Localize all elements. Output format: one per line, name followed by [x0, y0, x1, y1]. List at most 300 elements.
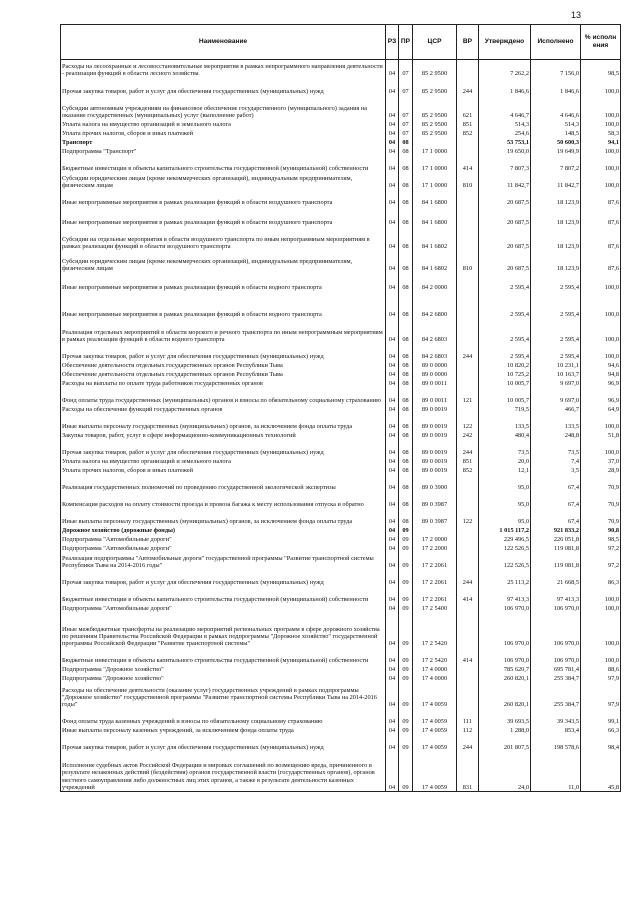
row-vr-cell — [457, 292, 479, 319]
table-row — [61, 388, 621, 405]
table-body — [61, 60, 621, 792]
row-executed-cell: 2 595,4 — [531, 273, 581, 292]
row-percent-cell: 97,2 — [581, 544, 621, 553]
row-name-cell: Бюджетные инвестиции в объекты капитального строительства государственной (муниципальной) собственности — [61, 587, 386, 604]
row-vr-cell — [457, 60, 479, 78]
row-csr-cell: 84 2 6800 — [413, 292, 457, 319]
table-row — [61, 553, 621, 570]
row-pr-cell: 09 — [399, 726, 413, 735]
row-vr-cell — [457, 379, 479, 388]
row-executed-cell: 18 123,9 — [531, 251, 581, 273]
row-vr-cell — [457, 665, 479, 674]
row-csr-cell: 17 1 0000 — [413, 173, 457, 190]
row-vr-cell — [457, 138, 479, 147]
row-name-cell: Реализация государственных полномочий по проведению государственной экологической экспертизы — [61, 475, 386, 492]
row-percent-cell: 37,0 — [581, 457, 621, 466]
budget-execution-table — [60, 24, 621, 792]
row-approved-cell: 201 807,5 — [479, 735, 531, 752]
row-percent-cell: 70,9 — [581, 509, 621, 526]
table-row — [61, 156, 621, 173]
row-vr-cell — [457, 273, 479, 292]
row-executed-cell: 2 595,4 — [531, 292, 581, 319]
row-vr-cell: 244 — [457, 440, 479, 457]
row-rz-cell: 04 — [386, 726, 399, 735]
row-executed-cell: 2 595,4 — [531, 344, 581, 361]
row-pr-cell: 08 — [399, 173, 413, 190]
table-row — [61, 227, 621, 251]
row-percent-cell: 100,0 — [581, 414, 621, 431]
row-csr-cell: 89 0 0000 — [413, 370, 457, 379]
row-executed-cell: 3,5 — [531, 466, 581, 475]
table-row — [61, 370, 621, 379]
row-name-cell: Подпрограмма "Автомобильные дороги" — [61, 604, 386, 613]
row-percent-cell: 100,0 — [581, 587, 621, 604]
row-percent-cell: 87,6 — [581, 251, 621, 273]
row-rz-cell: 04 — [386, 553, 399, 570]
row-name-cell: Расходы на обеспечение деятельности (оказание услуг) государственных учреждений в рамках подпрограммы "Дорожное хозяйство" государственной программы "Развитие транспортной системы Республики Тыва на 2014-2016 годы" — [61, 683, 386, 709]
row-vr-cell — [457, 405, 479, 414]
row-percent-cell: 100,0 — [581, 344, 621, 361]
row-rz-cell: 04 — [386, 509, 399, 526]
row-csr-cell: 89 0 0019 — [413, 440, 457, 457]
row-pr-cell: 09 — [399, 553, 413, 570]
row-csr-cell: 84 1 6802 — [413, 227, 457, 251]
row-csr-cell: 89 0 3987 — [413, 492, 457, 509]
row-csr-cell: 17 4 0059 — [413, 683, 457, 709]
row-csr-cell: 17 4 0059 — [413, 709, 457, 726]
row-csr-cell: 84 1 6800 — [413, 190, 457, 207]
row-csr-cell: 89 0 3900 — [413, 475, 457, 492]
row-csr-cell: 89 0 0019 — [413, 431, 457, 440]
row-approved-cell: 11 842,7 — [479, 173, 531, 190]
row-rz-cell: 04 — [386, 440, 399, 457]
row-percent-cell: 70,9 — [581, 475, 621, 492]
row-executed-cell: 2 595,4 — [531, 319, 581, 344]
row-rz-cell: 04 — [386, 138, 399, 147]
row-name-cell: Реализация отдельных мероприятий в области морского и речного транспорта по иным непрограммным мероприятиям в рамках реализации функций в области водного транспорта — [61, 319, 386, 344]
row-executed-cell: 255 384,7 — [531, 683, 581, 709]
row-executed-cell: 21 668,5 — [531, 570, 581, 587]
row-name-cell: Иные выплаты персоналу казенных учреждений, за исключением фонда оплаты труда — [61, 726, 386, 735]
row-csr-cell: 84 1 6800 — [413, 207, 457, 227]
row-pr-cell: 08 — [399, 440, 413, 457]
header-approved: Утверждено — [479, 25, 531, 60]
row-csr-cell: 17 2 2000 — [413, 544, 457, 553]
row-vr-cell: 414 — [457, 648, 479, 665]
row-executed-cell: 7 807,2 — [531, 156, 581, 173]
row-approved-cell: 97 413,3 — [479, 587, 531, 604]
row-rz-cell: 04 — [386, 120, 399, 129]
row-pr-cell: 08 — [399, 370, 413, 379]
row-approved-cell: 2 595,4 — [479, 344, 531, 361]
row-csr-cell: 17 4 0000 — [413, 665, 457, 674]
row-approved-cell: 25 113,2 — [479, 570, 531, 587]
header-executed: Исполнено — [531, 25, 581, 60]
row-executed-cell: 39 343,5 — [531, 709, 581, 726]
row-csr-cell: 17 2 2061 — [413, 587, 457, 604]
row-rz-cell: 04 — [386, 674, 399, 683]
row-vr-cell — [457, 207, 479, 227]
row-percent-cell: 45,8 — [581, 752, 621, 792]
row-approved-cell: 1 288,0 — [479, 726, 531, 735]
table-row — [61, 526, 621, 535]
row-name-cell: Исполнение судебных актов Российской Федерации и мировых соглашений по возмещению вреда, причиненного в результате незаконных действий (бездействия) органов государственной власти (государственных органов), органов местного самоуправления либо должностных лиц этих органов, а также в результате деятельности казенных учреждений — [61, 752, 386, 792]
table-row — [61, 570, 621, 587]
row-executed-cell: 119 081,8 — [531, 544, 581, 553]
row-rz-cell: 04 — [386, 735, 399, 752]
row-percent-cell: 100,0 — [581, 78, 621, 96]
row-rz-cell: 04 — [386, 431, 399, 440]
row-rz-cell: 04 — [386, 405, 399, 414]
row-percent-cell: 94,6 — [581, 361, 621, 370]
row-rz-cell: 04 — [386, 604, 399, 613]
row-csr-cell: 89 0 3987 — [413, 509, 457, 526]
header-percent: % исполн ения — [581, 25, 621, 60]
header-csr: ЦСР — [413, 25, 457, 60]
row-executed-cell: 7,4 — [531, 457, 581, 466]
row-pr-cell: 08 — [399, 457, 413, 466]
row-rz-cell: 04 — [386, 613, 399, 648]
row-pr-cell: 08 — [399, 207, 413, 227]
row-pr-cell: 09 — [399, 674, 413, 683]
row-rz-cell: 04 — [386, 173, 399, 190]
row-pr-cell: 09 — [399, 526, 413, 535]
row-executed-cell: 466,7 — [531, 405, 581, 414]
row-executed-cell: 226 051,8 — [531, 535, 581, 544]
row-csr-cell: 17 4 0000 — [413, 674, 457, 683]
row-vr-cell — [457, 190, 479, 207]
row-pr-cell: 08 — [399, 292, 413, 319]
row-name-cell: Фонд оплаты труда государственных (муниципальных) органов и взносы по обязательному социальному страхованию — [61, 388, 386, 405]
row-name-cell: Подпрограмма "Дорожное хозяйство" — [61, 665, 386, 674]
row-percent-cell: 88,6 — [581, 665, 621, 674]
row-vr-cell — [457, 553, 479, 570]
table-row — [61, 674, 621, 683]
row-rz-cell: 04 — [386, 251, 399, 273]
row-vr-cell: 244 — [457, 344, 479, 361]
row-percent-cell: 64,9 — [581, 405, 621, 414]
row-name-cell: Иные непрограммные мероприятия в рамках реализации функций в области воздушного транспорта — [61, 207, 386, 227]
row-approved-cell: 19 650,0 — [479, 147, 531, 156]
row-name-cell: Прочая закупка товаров, работ и услуг для обеспечения государственных (муниципальных) нужд — [61, 344, 386, 361]
row-approved-cell: 122 526,5 — [479, 553, 531, 570]
row-percent-cell: 100,0 — [581, 156, 621, 173]
row-percent-cell: 100,0 — [581, 319, 621, 344]
row-name-cell: Расходы на выплаты по оплате труда работников государственных органов — [61, 379, 386, 388]
row-approved-cell: 95,0 — [479, 509, 531, 526]
row-approved-cell: 20,0 — [479, 457, 531, 466]
table-row — [61, 544, 621, 553]
row-csr-cell: 89 0 0011 — [413, 379, 457, 388]
row-executed-cell: 514,3 — [531, 120, 581, 129]
table-row — [61, 273, 621, 292]
row-pr-cell: 09 — [399, 604, 413, 613]
table-row — [61, 440, 621, 457]
table-row — [61, 475, 621, 492]
row-vr-cell: 122 — [457, 414, 479, 431]
row-pr-cell: 09 — [399, 648, 413, 665]
row-csr-cell: 17 4 0059 — [413, 726, 457, 735]
table-row — [61, 535, 621, 544]
row-rz-cell: 04 — [386, 752, 399, 792]
row-executed-cell: 198 578,6 — [531, 735, 581, 752]
row-executed-cell: 255 384,7 — [531, 674, 581, 683]
row-csr-cell: 17 1 0000 — [413, 156, 457, 173]
table-row — [61, 96, 621, 120]
row-name-cell: Иные непрограммные мероприятия в рамках реализации функций в области водного транспорта — [61, 292, 386, 319]
row-pr-cell: 08 — [399, 319, 413, 344]
row-csr-cell: 17 2 2061 — [413, 553, 457, 570]
row-approved-cell: 1 015 117,2 — [479, 526, 531, 535]
row-approved-cell: 106 970,0 — [479, 613, 531, 648]
header-vr: ВР — [457, 25, 479, 60]
row-vr-cell: 414 — [457, 587, 479, 604]
row-vr-cell: 244 — [457, 570, 479, 587]
row-pr-cell: 08 — [399, 156, 413, 173]
row-percent-cell: 97,2 — [581, 553, 621, 570]
row-approved-cell: 7 262,2 — [479, 60, 531, 78]
row-executed-cell: 18 123,9 — [531, 190, 581, 207]
row-percent-cell: 100,0 — [581, 292, 621, 319]
row-percent-cell: 28,9 — [581, 466, 621, 475]
row-name-cell: Подпрограмма "Автомобильные дороги" — [61, 544, 386, 553]
row-name-cell: Закупка товаров, работ, услуг в сфере информационно-коммуникационных технологий — [61, 431, 386, 440]
row-rz-cell: 04 — [386, 379, 399, 388]
row-executed-cell: 11 842,7 — [531, 173, 581, 190]
row-rz-cell: 04 — [386, 665, 399, 674]
row-percent-cell: 98,5 — [581, 60, 621, 78]
row-vr-cell: 112 — [457, 726, 479, 735]
row-executed-cell: 73,5 — [531, 440, 581, 457]
row-name-cell: Обеспечение деятельности отдельных государственных органов Республики Тыва — [61, 370, 386, 379]
table-row — [61, 138, 621, 147]
row-csr-cell: 89 0 0000 — [413, 361, 457, 370]
row-vr-cell — [457, 147, 479, 156]
row-csr-cell: 89 0 0019 — [413, 405, 457, 414]
row-percent-cell: 100,0 — [581, 173, 621, 190]
row-pr-cell: 09 — [399, 535, 413, 544]
row-pr-cell: 09 — [399, 683, 413, 709]
row-approved-cell: 73,5 — [479, 440, 531, 457]
row-pr-cell: 08 — [399, 361, 413, 370]
row-pr-cell: 08 — [399, 475, 413, 492]
row-executed-cell: 921 833,2 — [531, 526, 581, 535]
row-name-cell: Уплата налога на имущество организаций и земельного налога — [61, 457, 386, 466]
row-csr-cell: 17 2 0000 — [413, 535, 457, 544]
row-rz-cell: 04 — [386, 526, 399, 535]
row-percent-cell: 97,9 — [581, 683, 621, 709]
table-row — [61, 207, 621, 227]
row-approved-cell: 95,0 — [479, 492, 531, 509]
page-number: 13 — [571, 10, 582, 20]
row-rz-cell: 04 — [386, 648, 399, 665]
row-executed-cell: 1 846,6 — [531, 78, 581, 96]
row-executed-cell: 106 970,0 — [531, 648, 581, 665]
header-rz: РЗ — [386, 25, 399, 60]
row-vr-cell — [457, 526, 479, 535]
row-approved-cell: 39 693,5 — [479, 709, 531, 726]
row-approved-cell: 2 595,4 — [479, 319, 531, 344]
table-row — [61, 173, 621, 190]
row-executed-cell: 67,4 — [531, 475, 581, 492]
row-percent-cell: 97,9 — [581, 674, 621, 683]
row-pr-cell: 09 — [399, 587, 413, 604]
table-row — [61, 120, 621, 129]
row-vr-cell: 852 — [457, 466, 479, 475]
row-vr-cell: 244 — [457, 735, 479, 752]
row-pr-cell: 08 — [399, 147, 413, 156]
row-approved-cell: 229 496,5 — [479, 535, 531, 544]
row-pr-cell: 07 — [399, 120, 413, 129]
row-name-cell: Иные выплаты персоналу государственных (муниципальных) органов, за исключением фонда оплаты труда — [61, 414, 386, 431]
row-rz-cell: 04 — [386, 190, 399, 207]
row-vr-cell: 414 — [457, 156, 479, 173]
row-percent-cell: 100,0 — [581, 96, 621, 120]
table-row — [61, 683, 621, 709]
row-approved-cell: 4 646,7 — [479, 96, 531, 120]
row-approved-cell: 133,5 — [479, 414, 531, 431]
row-csr-cell — [413, 526, 457, 535]
row-executed-cell: 9 697,0 — [531, 388, 581, 405]
row-percent-cell: 96,9 — [581, 388, 621, 405]
table-header-row — [61, 25, 621, 60]
row-vr-cell: 621 — [457, 96, 479, 120]
row-rz-cell: 04 — [386, 414, 399, 431]
table-row — [61, 752, 621, 792]
row-csr-cell: 85 2 9500 — [413, 60, 457, 78]
row-vr-cell — [457, 544, 479, 553]
table-row — [61, 147, 621, 156]
row-executed-cell: 106 970,0 — [531, 604, 581, 613]
row-rz-cell: 04 — [386, 587, 399, 604]
row-executed-cell: 133,5 — [531, 414, 581, 431]
row-csr-cell: 89 0 0019 — [413, 457, 457, 466]
row-rz-cell: 04 — [386, 129, 399, 138]
row-name-cell: Подпрограмма "Автомобильные дороги" — [61, 535, 386, 544]
row-executed-cell: 50 600,3 — [531, 138, 581, 147]
row-approved-cell: 785 620,7 — [479, 665, 531, 674]
table-row — [61, 190, 621, 207]
row-approved-cell: 122 526,5 — [479, 544, 531, 553]
row-pr-cell: 09 — [399, 709, 413, 726]
row-percent-cell: 58,3 — [581, 129, 621, 138]
row-pr-cell: 07 — [399, 60, 413, 78]
table-row — [61, 431, 621, 440]
row-executed-cell: 67,4 — [531, 492, 581, 509]
row-name-cell: Прочая закупка товаров, работ и услуг для обеспечения государственных (муниципальных) нужд — [61, 735, 386, 752]
row-name-cell: Расходы на обеспечение функций государственных органов — [61, 405, 386, 414]
table-row — [61, 414, 621, 431]
row-csr-cell: 84 2 6803 — [413, 319, 457, 344]
row-rz-cell: 04 — [386, 60, 399, 78]
row-name-cell: Прочая закупка товаров, работ и услуг для обеспечения государственных (муниципальных) нужд — [61, 78, 386, 96]
row-name-cell: Бюджетные инвестиции в объекты капитального строительства государственной (муниципальной) собственности — [61, 156, 386, 173]
table-row — [61, 613, 621, 648]
table-row — [61, 457, 621, 466]
table-row — [61, 344, 621, 361]
row-rz-cell: 04 — [386, 544, 399, 553]
table-row — [61, 709, 621, 726]
table-row — [61, 665, 621, 674]
row-name-cell: Субсидии автономным учреждениям на финансовое обеспечение государственного (муниципального) задания на оказание государственных (муниципальных) услуг (выполнение работ) — [61, 96, 386, 120]
row-rz-cell: 04 — [386, 457, 399, 466]
row-name-cell: Прочая закупка товаров, работ и услуг для обеспечения государственных (муниципальных) нужд — [61, 440, 386, 457]
row-executed-cell: 4 646,6 — [531, 96, 581, 120]
row-approved-cell: 10 005,7 — [479, 379, 531, 388]
row-name-cell: Иные межбюджетные трансферты на реализацию мероприятий региональных программ в сфере дорожного хозяйства по решениям Правительства Российской Федерации в рамках подпрограммы "Дорожное хозяйство" государственной программы Российской Федерации "Развитие транспортной системы" — [61, 613, 386, 648]
row-rz-cell: 04 — [386, 96, 399, 120]
row-pr-cell: 08 — [399, 251, 413, 273]
table-row — [61, 466, 621, 475]
row-vr-cell: 121 — [457, 388, 479, 405]
row-rz-cell: 04 — [386, 388, 399, 405]
row-approved-cell: 480,4 — [479, 431, 531, 440]
row-pr-cell: 08 — [399, 344, 413, 361]
row-csr-cell: 84 2 0000 — [413, 273, 457, 292]
row-pr-cell: 08 — [399, 227, 413, 251]
row-percent-cell: 51,8 — [581, 431, 621, 440]
row-vr-cell: 851 — [457, 457, 479, 466]
row-name-cell: Уплата налога на имущество организаций и земельного налога — [61, 120, 386, 129]
row-rz-cell: 04 — [386, 344, 399, 361]
row-pr-cell: 09 — [399, 613, 413, 648]
row-name-cell: Уплата прочих налогов, сборов и иных платежей — [61, 466, 386, 475]
row-name-cell: Иные выплаты персоналу государственных (муниципальных) органов, за исключением фонда оплаты труда — [61, 509, 386, 526]
table-row — [61, 361, 621, 370]
row-executed-cell: 10 231,1 — [531, 361, 581, 370]
row-pr-cell: 09 — [399, 735, 413, 752]
header-pr: ПР — [399, 25, 413, 60]
row-vr-cell — [457, 475, 479, 492]
row-executed-cell: 106 970,0 — [531, 613, 581, 648]
row-name-cell: Подпрограмма "Транспорт" — [61, 147, 386, 156]
row-percent-cell: 94,8 — [581, 370, 621, 379]
row-vr-cell — [457, 674, 479, 683]
row-percent-cell: 87,6 — [581, 190, 621, 207]
table-row — [61, 735, 621, 752]
row-approved-cell: 260 820,1 — [479, 683, 531, 709]
row-percent-cell: 98,5 — [581, 535, 621, 544]
row-vr-cell — [457, 370, 479, 379]
table-row — [61, 648, 621, 665]
table-row — [61, 726, 621, 735]
row-percent-cell: 86,3 — [581, 570, 621, 587]
row-pr-cell: 09 — [399, 665, 413, 674]
row-pr-cell: 07 — [399, 129, 413, 138]
row-approved-cell: 106 970,0 — [479, 604, 531, 613]
row-pr-cell: 08 — [399, 492, 413, 509]
row-vr-cell: 852 — [457, 129, 479, 138]
row-executed-cell: 10 163,7 — [531, 370, 581, 379]
row-vr-cell: 810 — [457, 173, 479, 190]
row-rz-cell: 04 — [386, 709, 399, 726]
row-csr-cell: 85 2 9500 — [413, 96, 457, 120]
row-rz-cell: 04 — [386, 207, 399, 227]
row-name-cell: Транспорт — [61, 138, 386, 147]
row-name-cell: Субсидии на отдельные мероприятия в области воздушного транспорта по иным непрограммным мероприятиям в рамках реализации функций в области воздушного транспорта — [61, 227, 386, 251]
row-pr-cell: 08 — [399, 431, 413, 440]
row-pr-cell: 08 — [399, 388, 413, 405]
row-approved-cell: 260 820,1 — [479, 674, 531, 683]
row-approved-cell: 24,0 — [479, 752, 531, 792]
row-executed-cell: 853,4 — [531, 726, 581, 735]
row-percent-cell: 100,0 — [581, 613, 621, 648]
row-rz-cell: 04 — [386, 570, 399, 587]
row-vr-cell — [457, 604, 479, 613]
row-rz-cell: 04 — [386, 361, 399, 370]
row-csr-cell: 17 2 2061 — [413, 570, 457, 587]
row-vr-cell — [457, 361, 479, 370]
